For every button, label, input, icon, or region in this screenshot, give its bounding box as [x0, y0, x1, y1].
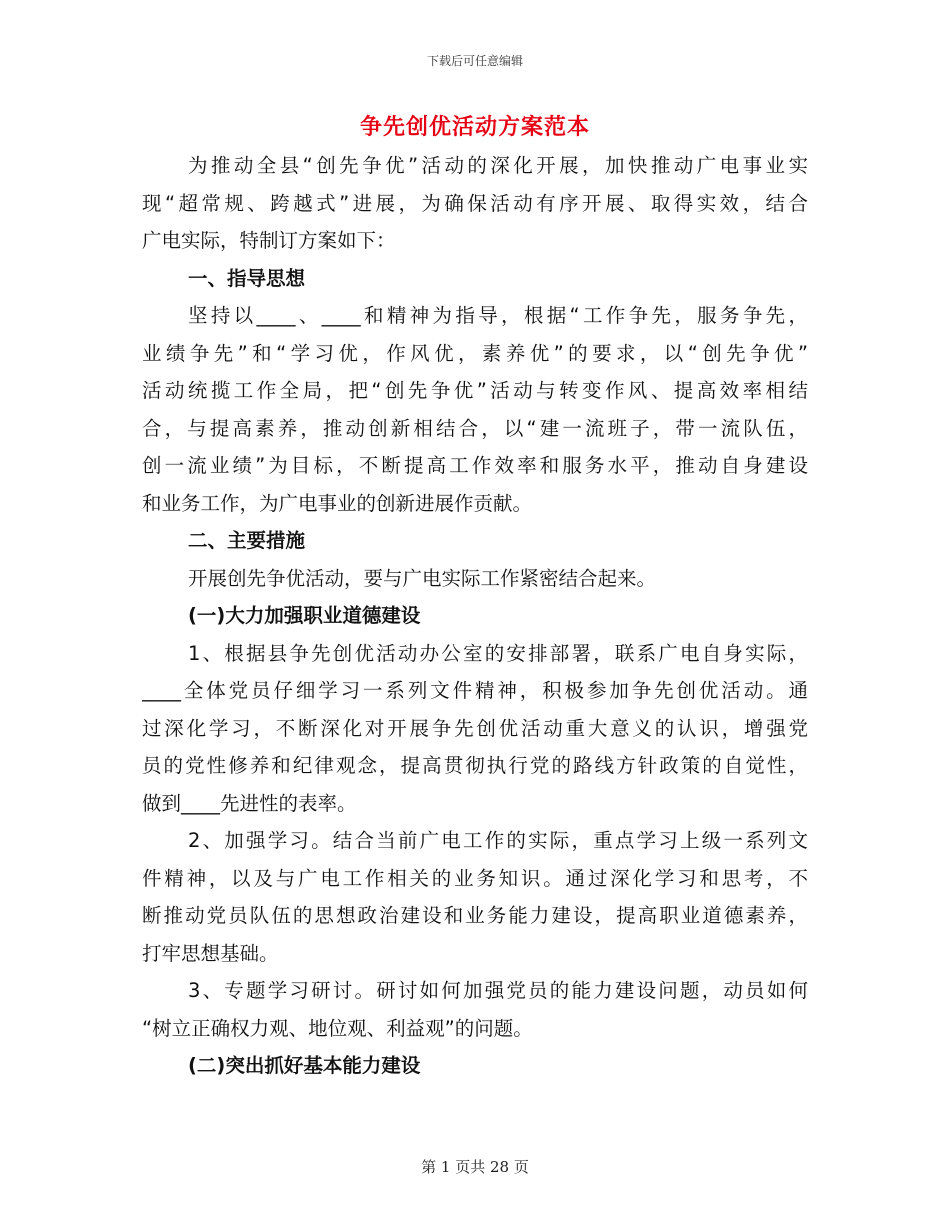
text-line: 业绩争先”和“学习优，作风优，素养优”的要求，以“创先争优” — [142, 341, 808, 365]
text-line: 2、加强学习。结合当前广电工作的实际，重点学习上级一系列文 — [188, 829, 808, 852]
text-line: 断推动党员队伍的思想政治建设和业务能力建设，提高职业道德素养， — [142, 904, 808, 927]
text-line: 现“超常规、跨越式”进展，为确保活动有序开展、取得实效，结合 — [142, 191, 808, 215]
intro-paragraph — [142, 147, 808, 260]
subsection-heading-2: (二)突出抓好基本能力建设 — [188, 1054, 421, 1077]
item-1-paragraph — [142, 635, 808, 823]
text-line: 件精神，以及与广电工作相关的业务知识。通过深化学习和思考，不 — [142, 866, 808, 890]
measures-intro-paragraph: 开展创先争优活动，要与广电实际工作紧密结合起来。 — [188, 566, 657, 590]
document-title: 争先创优活动方案范本 — [359, 115, 590, 140]
text-line: “树立正确权力观、地位观、利益观”的问题。 — [142, 1016, 533, 1040]
text-line: 员的党性修养和纪律观念，提高贯彻执行党的路线方针政策的自觉性， — [142, 754, 808, 777]
section-heading-1: 一、指导思想 — [188, 266, 306, 290]
text-line: 创一流业绩”为目标，不断提高工作效率和服务水平，推动自身建设 — [142, 454, 808, 477]
document-body — [142, 147, 808, 1085]
text-line: 坚持以____、____和精神为指导，根据“工作争先，服务争先， — [188, 304, 808, 327]
guiding-ideology-paragraph — [142, 297, 808, 522]
item-2-paragraph — [142, 822, 808, 972]
section-heading-2: 二、主要措施 — [188, 529, 306, 552]
text-line: 为推动全县“创先争优”活动的深化开展，加快推动广电事业实 — [188, 154, 808, 177]
text-line: 合，与提高素养，推动创新相结合，以“建一流班子，带一流队伍， — [142, 416, 808, 440]
subsection-heading-1: (一)大力加强职业道德建设 — [188, 604, 421, 627]
text-line: 和业务工作，为广电事业的创新进展作贡献。 — [142, 491, 533, 515]
text-line: 3、专题学习研讨。研讨如何加强党员的能力建设问题，动员如何 — [188, 979, 808, 1002]
header-note: 下载后可任意编辑 — [426, 54, 523, 68]
text-line: 活动统揽工作全局，把“创先争优”活动与转变作风、提高效率相结 — [142, 379, 808, 402]
text-line: 1、根据县争先创优活动办公室的安排部署，联系广电自身实际， — [188, 641, 808, 665]
text-line: 打牢思想基础。 — [142, 941, 279, 965]
item-3-paragraph — [142, 972, 808, 1047]
text-line: 广电实际，特制订方案如下： — [142, 229, 396, 252]
text-line: 做到____先进性的表率。 — [142, 791, 357, 815]
text-line: ____全体党员仔细学习一系列文件精神，积极参加争先创优活动。通 — [142, 679, 808, 702]
page-number-footer: 第 1 页共 28 页 — [421, 1158, 529, 1176]
text-line: 过深化学习，不断深化对开展争先创优活动重大意义的认识，增强党 — [142, 716, 808, 740]
